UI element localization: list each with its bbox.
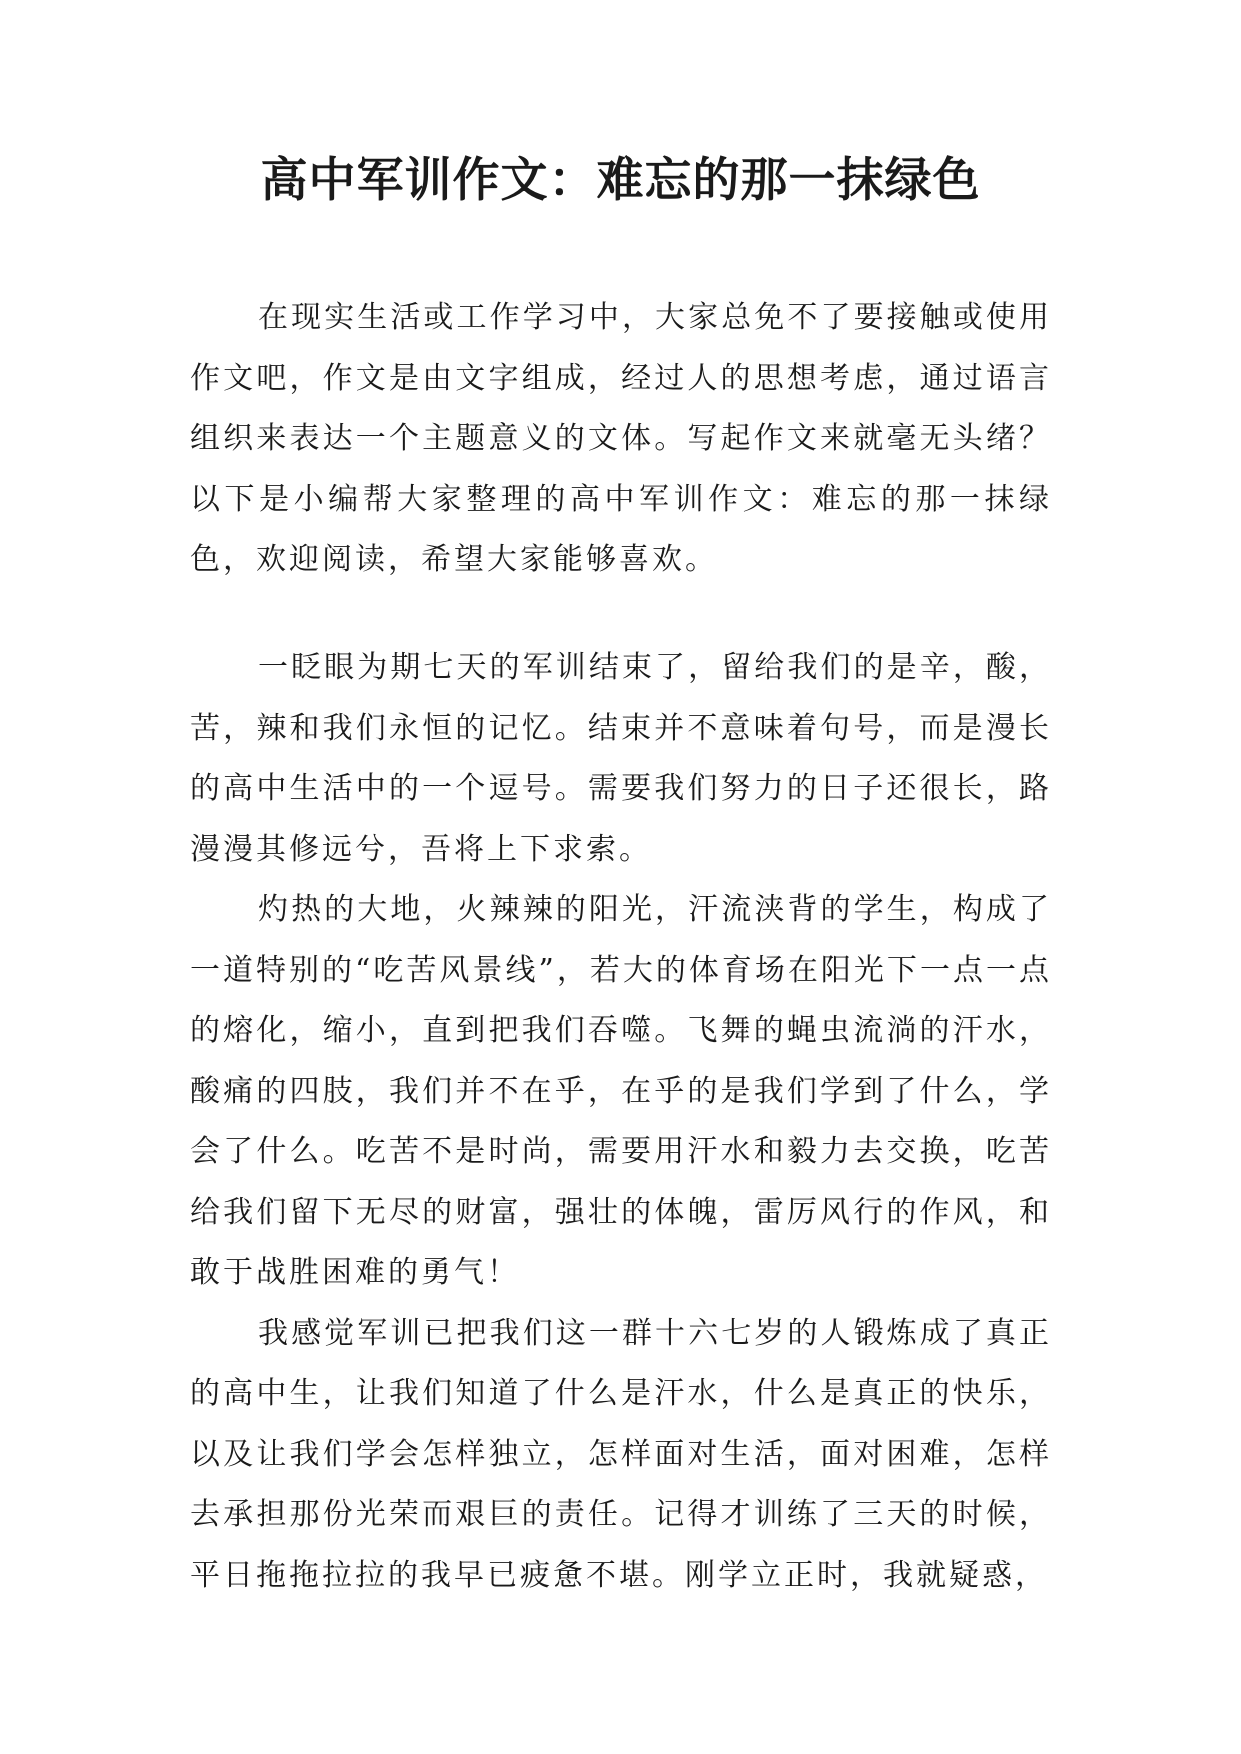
essay-paragraph-2: 灼热的大地，火辣辣的阳光，汗流浃背的学生，构成了一道特别的“吃苦风景线”，若大的体育场在阳光下一点一点的熔化，缩小，直到把我们吞噬。飞舞的蝇虫流淌的汗水，酸痛的四肢，我们并不在乎，在乎的是我们学到了什么，学会了什么。吃苦不是时尚，需要用汗水和毅力去交换，吃苦给我们留下无尽的财富，强壮的体魄，雷厉风行的作风，和敢于战胜困难的勇气！ bbox=[190, 892, 1052, 1290]
essay-body bbox=[190, 638, 1052, 1606]
intro-paragraph: 在现实生活或工作学习中，大家总免不了要接触或使用作文吧，作文是由文字组成，经过人的思想考虑，通过语言组织来表达一个主题意义的文体。写起作文来就毫无头绪？以下是小编帮大家整理的高中军训作文：难忘的那一抹绿色，欢迎阅读，希望大家能够喜欢。 bbox=[190, 300, 1052, 577]
document-title: 高中军训作文：难忘的那一抹绿色 bbox=[260, 153, 981, 208]
essay-paragraph-3: 我感觉军训已把我们这一群十六七岁的人锻炼成了真正的高中生，让我们知道了什么是汗水，什么是真正的快乐，以及让我们学会怎样独立，怎样面对生活，面对困难，怎样去承担那份光荣而艰巨的责任。记得才训练了三天的时候，平日拖拖拉拉的我早已疲惫不堪。刚学立正时，我就疑惑， bbox=[190, 1315, 1052, 1593]
intro-section bbox=[190, 288, 1052, 591]
essay-paragraph-1: 一眨眼为期七天的军训结束了，留给我们的是辛，酸，苦，辣和我们永恒的记忆。结束并不意味着句号，而是漫长的高中生活中的一个逗号。需要我们努力的日子还很长，路漫漫其修远兮，吾将上下求索。 bbox=[190, 650, 1052, 867]
